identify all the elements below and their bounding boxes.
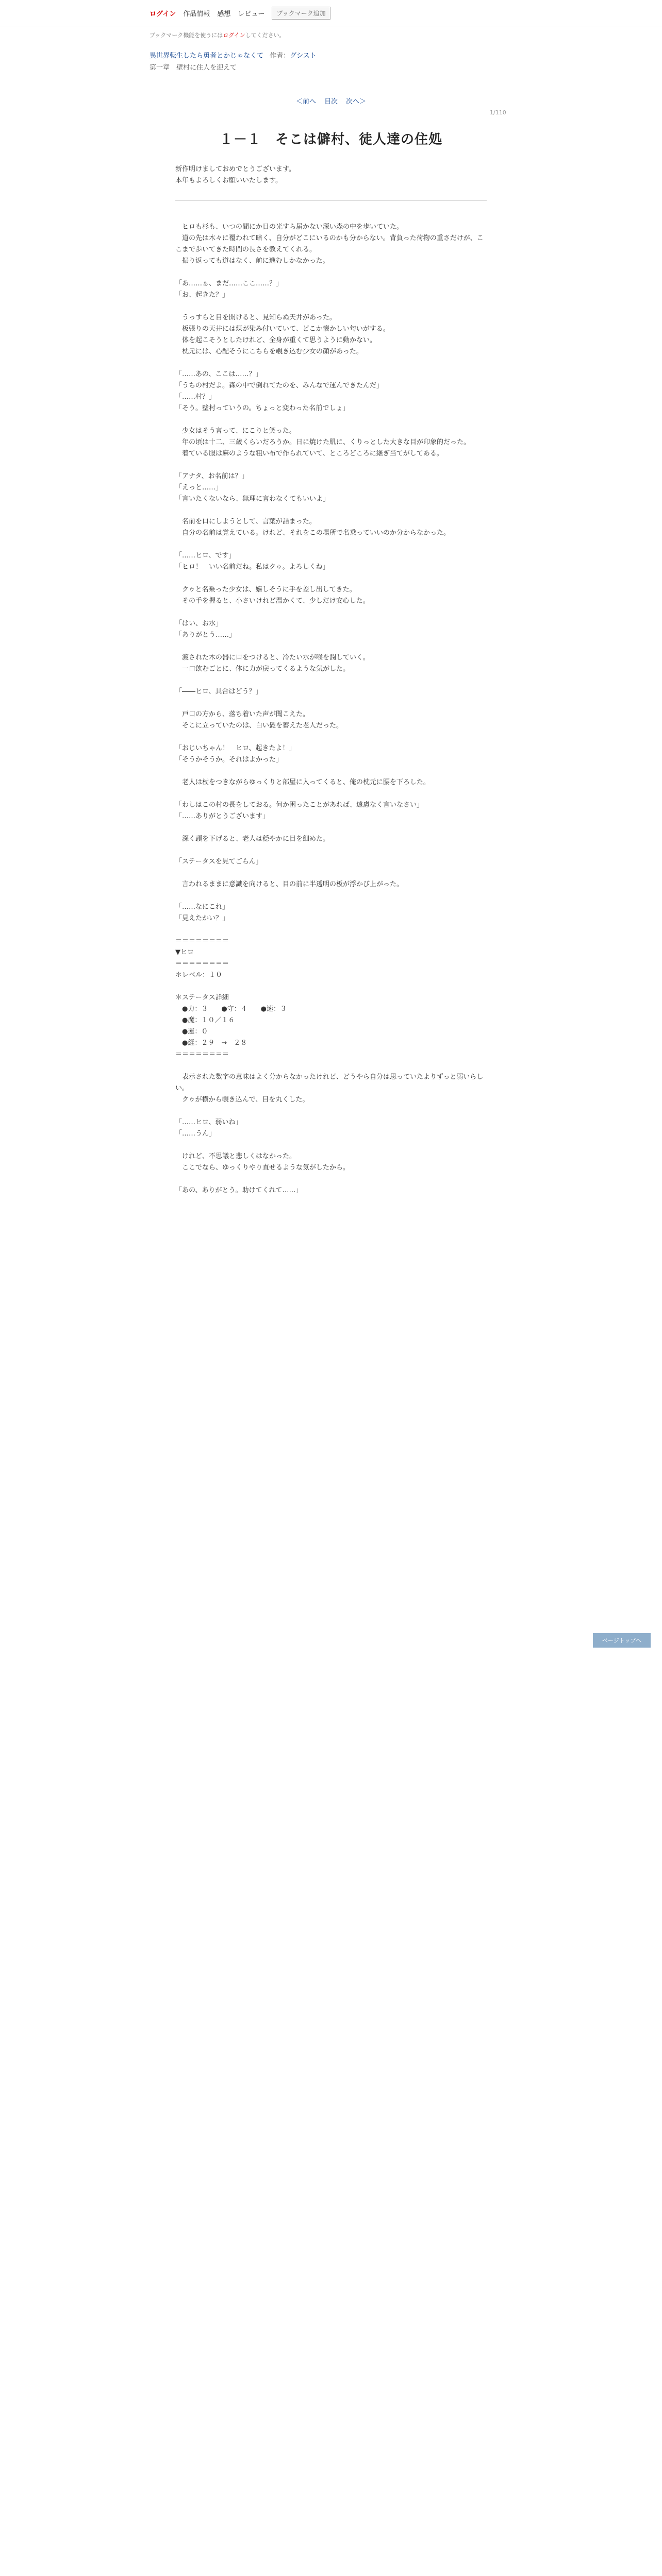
toc-link[interactable]: 目次 [324,98,338,106]
body-paragraph: 表示された数字の意味はよく分からなかったけれど、どうやら自分は思っていたよりずっと弱いらしい。 [175,1073,484,1092]
body-paragraph: 振り返っても道はなく、前に進むしかなかった。 [175,257,329,265]
body-paragraph: けれど、不思議と悲しくはなかった。 [175,1153,296,1160]
body-paragraph: 「……ありがとうございます」 [175,812,270,820]
body-paragraph: 「ステータスを見てごらん」 [175,858,262,866]
body-paragraph [175,698,487,709]
body-paragraph: その手を握ると、小さいけれど温かくて、少しだけ安心した。 [175,597,370,605]
body-paragraph [175,981,487,992]
nav-reviews[interactable]: レビュー [238,10,265,18]
body-paragraph: 「見えたかい？」 [175,914,229,922]
body-paragraph: 「おじいちゃん！ ヒロ、起きたよ！」 [175,744,296,752]
body-paragraph: 「あの、ありがとう。助けてくれて……」 [175,1187,303,1194]
episode-number: 1/110 [490,109,506,116]
body-paragraph: 戸口の方から、落ち着いた声が聞こえた。 [175,710,310,718]
nav-work-info[interactable]: 作品情報 [183,10,210,18]
body-paragraph: 「ヒロ！ いい名前だね。私はクゥ。よろしくね」 [175,563,329,571]
body-paragraph [175,607,487,618]
body-paragraph: 老人は杖をつきながらゆっくりと部屋に入ってくると、俺の枕元に腰を下ろした。 [175,778,430,786]
page-top-button[interactable]: ページトップへ [593,1633,651,1648]
preface-line: 新作明けましておめでとうございます。 [175,165,295,173]
login-link[interactable]: ログイン [150,10,176,18]
body-paragraph: 「……ヒロ、です」 [175,552,236,560]
body-paragraph: 「あ……ぁ、まだ……ここ……？」 [175,280,283,287]
body-paragraph: 「……うん」 [175,1130,216,1138]
body-paragraph: 少女はそう言って、にこりと笑った。 [175,427,296,435]
bookmark-add-button[interactable]: ブックマーク追加 [272,7,330,20]
body-paragraph: 渡された木の器に口をつけると、冷たい水が喉を潤していく。 [175,654,370,662]
body-paragraph [175,788,487,800]
body-paragraph: 「うちの村だよ。森の中で倒れてたのを、みんなで運んできたんだ」 [175,382,384,389]
prev-link[interactable]: ＜前へ [295,98,316,106]
body-paragraph: 「えっと……」 [175,484,223,492]
body-paragraph [175,301,487,312]
bookmark-login-note [150,31,285,39]
nav-impressions[interactable]: 感想 [217,10,231,18]
body-paragraph: 「言いたくないなら、無理に言わなくてもいいよ」 [175,495,330,503]
author-label: 作者： [270,52,290,60]
episode-title: １－１ そこは僻村、徒人達の住処 [219,132,442,147]
body-paragraph [175,822,487,834]
series-title-link[interactable]: 異世界転生したら勇者とかじゃなくて [150,52,264,60]
top-nav [150,5,330,21]
body-paragraph: 道の先は木々に覆われて暗く、自分がどこにいるのかも分からない。背負った荷物の重さだけが、ここまで歩いてきた時間の長さを教えてくれる。 [175,234,484,253]
note-login-link[interactable]: ログイン [223,32,245,39]
body-paragraph: 板張りの天井には煤が染み付いていて、どこか懐かしい匂いがする。 [175,325,390,333]
body-paragraph: ヒロも杉も、いつの間にか日の光すら届かない深い森の中を歩いていた。 [175,223,404,231]
body-paragraph: ●魔：１０／１６ [175,1016,235,1024]
body-paragraph [175,868,487,879]
chapter-label: 第一章 壁村に住人を迎えて [150,64,237,72]
body-paragraph: ＝＝＝＝＝＝＝＝ [175,1050,229,1058]
body-paragraph: そこに立っていたのは、白い髭を蓄えた老人だった。 [175,722,343,730]
body-paragraph: ＝＝＝＝＝＝＝＝ [175,937,229,945]
body-paragraph: 「……ヒロ、弱いね」 [175,1118,242,1126]
body-paragraph: 「はい、お水」 [175,620,223,628]
body-paragraph [175,539,487,550]
body-paragraph [175,766,487,777]
body-paragraph: ▼ヒロ [175,948,194,956]
novel-body [175,222,487,1196]
body-paragraph: 「わしはこの村の長をしておる。何か困ったことがあれば、遠慮なく言いなさい」 [175,801,424,809]
body-paragraph: 体を起こそうとしたけれど、全身が重くて思うように動かない。 [175,336,377,344]
body-paragraph: 年の頃は十二、三歳くらいだろうか。日に焼けた肌に、くりっとした大きな目が印象的だった。 [175,438,471,446]
body-paragraph: ●力：３ ●守：４ ●速：３ [175,1005,287,1013]
body-paragraph: クゥが横から覗き込んで、目を丸くした。 [175,1096,309,1104]
next-link[interactable]: 次へ＞ [346,98,367,106]
body-paragraph: 「そう。壁村っていうの。ちょっと変わった名前でしょ」 [175,404,350,412]
preface-line: 本年もよろしくお願いいたします。 [175,177,282,184]
body-paragraph [175,358,487,369]
author-link[interactable]: グシスト [290,52,317,60]
body-paragraph [175,641,487,652]
body-paragraph: 着ている服は麻のような粗い布で作られていて、ところどころに継ぎ当てがしてある。 [175,450,443,457]
body-paragraph [175,267,487,278]
body-paragraph: ＊レベル：１０ [175,971,223,979]
note-text: ブックマーク機能を使うには [150,32,223,39]
body-paragraph: 言われるままに意識を向けると、目の前に半透明の板が浮かび上がった。 [175,880,404,888]
body-paragraph: 「……なにこれ」 [175,903,229,911]
body-paragraph [175,845,487,856]
pager-top [0,96,662,106]
body-paragraph [175,924,487,936]
body-paragraph: ＊ステータス詳細 [175,994,229,1002]
body-paragraph: 名前を口にしようとして、言葉が詰まった。 [175,518,316,526]
body-paragraph [175,1106,487,1117]
body-paragraph: 「……あの、ここは……？」 [175,370,262,378]
body-paragraph: ●経：２９ → ２８ [175,1039,247,1047]
body-paragraph: ●運：０ [175,1028,208,1036]
body-paragraph: 一口飲むごとに、体に力が戻ってくるような気がした。 [175,665,350,673]
body-paragraph [175,732,487,743]
body-paragraph: 「アナタ、お名前は？」 [175,472,249,480]
body-paragraph [175,890,487,902]
preface [175,164,487,187]
series-header [150,52,317,61]
body-paragraph [175,675,487,686]
body-paragraph: うっすらと目を開けると、見知らぬ天井があった。 [175,314,336,321]
body-paragraph: 「……村？」 [175,393,216,401]
body-paragraph: 枕元には、心配そうにこちらを覗き込む少女の顔があった。 [175,348,363,355]
body-paragraph [175,414,487,426]
body-paragraph: 深く頭を下げると、老人は穏やかに目を細めた。 [175,835,330,843]
body-paragraph [175,460,487,471]
body-paragraph [175,505,487,516]
body-paragraph: 「お、起きた？」 [175,291,229,299]
body-paragraph: ここでなら、ゆっくりやり直せるような気がしたから。 [175,1164,350,1172]
body-paragraph: 「――ヒロ、具合はどう？」 [175,688,262,696]
body-paragraph: 「そうかそうか。それはよかった」 [175,756,283,764]
body-paragraph [175,1140,487,1151]
body-paragraph: ＝＝＝＝＝＝＝＝ [175,960,229,968]
note-text-end: してください。 [245,32,285,39]
body-paragraph: クゥと名乗った少女は、嬉しそうに手を差し出してきた。 [175,586,356,594]
body-paragraph [175,1174,487,1185]
body-paragraph [175,573,487,584]
body-paragraph [175,1060,487,1072]
top-bar [0,0,662,26]
body-paragraph: 自分の名前は覚えている。けれど、それをこの場所で名乗っていいのか分からなかった。 [175,529,451,537]
body-paragraph: 「ありがとう……」 [175,631,236,639]
